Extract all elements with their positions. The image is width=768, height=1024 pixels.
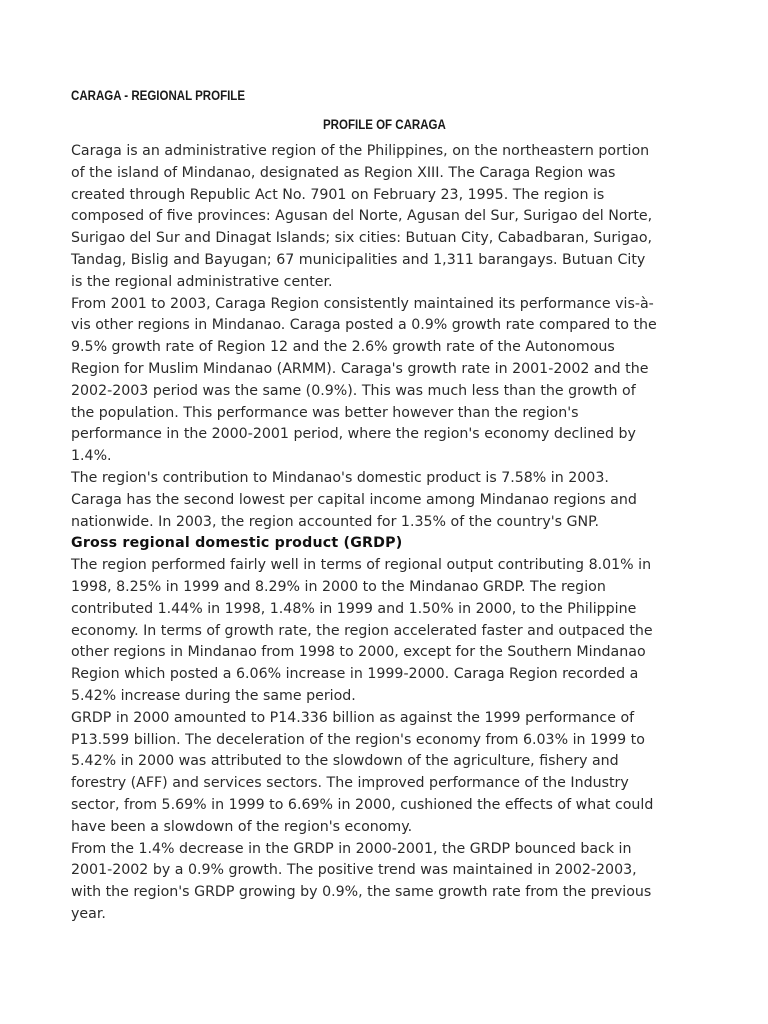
text-line: year.: [71, 905, 106, 922]
text-line: Region which posted a 6.06% increase in 1999-2000. Caraga Region recorded a: [71, 666, 639, 683]
text-line: nationwide. In 2003, the region accounted for 1.35% of the country's GNP.: [71, 513, 600, 530]
paragraph-intro: [71, 141, 695, 294]
text-line: Surigao del Sur and Dinagat Islands; six cities: Butuan City, Cabadbaran, Surigao,: [71, 230, 653, 247]
text-line: of the island of Mindanao, designated as Region XIII. The Caraga Region was: [71, 164, 616, 181]
text-line: 9.5% growth rate of Region 12 and the 2.6% growth rate of the Autonomous: [71, 339, 615, 356]
paragraph-grdp-rebound: [71, 839, 695, 926]
section-heading-text: Gross regional domestic product (GRDP): [71, 535, 403, 552]
text-line: forestry (AFF) and services sectors. The improved performance of the Industry: [71, 775, 629, 792]
text-line: contributed 1.44% in 1998, 1.48% in 1999 and 1.50% in 2000, to the Philippine: [71, 600, 637, 617]
text-line: P13.599 billion. The deceleration of the region's economy from 6.03% in 1999 to: [71, 731, 645, 748]
document-body: [71, 141, 695, 926]
text-line: GRDP in 2000 amounted to P14.336 billion as against the 1999 performance of: [71, 709, 635, 726]
paragraph-contribution: [71, 468, 695, 533]
document-subtitle-text: PROFILE OF CARAGA: [322, 117, 446, 132]
paragraph-grdp-2000: [71, 708, 695, 839]
text-line: 5.42% in 2000 was attributed to the slowdown of the agriculture, fishery and: [71, 753, 619, 770]
document-title: CARAGA - REGIONAL PROFILE: [71, 88, 246, 103]
paragraph-performance: [71, 294, 695, 468]
text-line: the population. This performance was better however than the region's: [71, 404, 579, 421]
text-line: other regions in Mindanao from 1998 to 2000, except for the Southern Mindanao: [71, 644, 646, 661]
paragraph-grdp-output: [71, 555, 695, 708]
text-line: is the regional administrative center.: [71, 273, 333, 290]
text-line: Region for Muslim Mindanao (ARMM). Caraga's growth rate in 2001-2002 and the: [71, 360, 649, 377]
text-line: with the region's GRDP growing by 0.9%, the same growth rate from the previous: [71, 884, 652, 901]
text-line: From 2001 to 2003, Caraga Region consistently maintained its performance vis-à-: [71, 295, 654, 312]
text-line: 2002-2003 period was the same (0.9%). This was much less than the growth of: [71, 382, 636, 399]
document-subtitle: [0, 117, 768, 132]
text-line: The region performed fairly well in terms of regional output contributing 8.01% in: [71, 557, 652, 574]
text-line: have been a slowdown of the region's economy.: [71, 818, 413, 835]
text-line: vis other regions in Mindanao. Caraga posted a 0.9% growth rate compared to the: [71, 317, 657, 334]
text-line: created through Republic Act No. 7901 on February 23, 1995. The region is: [71, 186, 605, 203]
text-line: Caraga is an administrative region of the Philippines, on the northeastern portion: [71, 143, 650, 159]
text-line: Tandag, Bislig and Bayugan; 67 municipalities and 1,311 barangays. Butuan City: [71, 251, 646, 268]
text-line: economy. In terms of growth rate, the region accelerated faster and outpaced the: [71, 622, 653, 639]
text-line: 5.42% increase during the same period.: [71, 687, 356, 704]
text-line: 1998, 8.25% in 1999 and 8.29% in 2000 to the Mindanao GRDP. The region: [71, 578, 606, 595]
text-line: Caraga has the second lowest per capital income among Mindanao regions and: [71, 491, 637, 508]
text-line: From the 1.4% decrease in the GRDP in 2000-2001, the GRDP bounced back in: [71, 840, 632, 857]
text-line: 1.4%.: [71, 448, 112, 465]
text-line: composed of five provinces: Agusan del Norte, Agusan del Sur, Surigao del Norte,: [71, 208, 653, 225]
text-line: The region's contribution to Mindanao's domestic product is 7.58% in 2003.: [71, 469, 609, 486]
text-line: sector, from 5.69% in 1999 to 6.69% in 2000, cushioned the effects of what could: [71, 796, 654, 813]
text-line: 2001-2002 by a 0.9% growth. The positive trend was maintained in 2002-2003,: [71, 862, 637, 879]
section-heading-grdp: [71, 533, 695, 555]
text-line: performance in the 2000-2001 period, where the region's economy declined by: [71, 426, 636, 443]
